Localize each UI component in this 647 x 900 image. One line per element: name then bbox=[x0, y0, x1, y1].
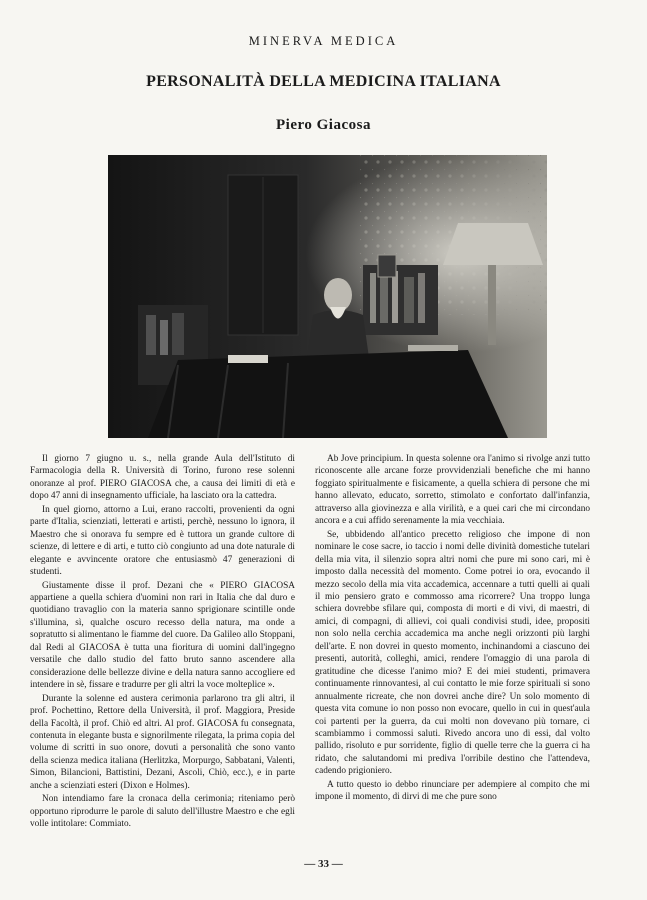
journal-header: MINERVA MEDICA bbox=[248, 34, 399, 48]
paragraph: Se, ubbidendo all'antico precetto religioso che impone di non nominare le cose sacre, io taccio i nomi delle divinità domestiche tutelari della mia vita, il silenzio sopra altri nomi che pure mi sono cari, mi è imposto dalla necessità del momento. Come potrei io ora, evocando il mezzo secolo della mia vita accademica, accennare a tutti quelli ai quali il mio pensiero grato e commosso ama ricorrere? Una troppo lunga schiera dovrebbe sfilare qui, composta di morti e di vivi, di maestri, di amici, di compagni, di allievi, coi quali condivisi studi, idee, propositi non solo nella cerchia accademica ma anche negli orizzonti più larghi dell'arte. E non dovrei in questo momento, inchinandomi a ciascuno dei presenti, autorità, colleghi, amici, rendere l'omaggio di una parola di gratitudine che dicesse l'animo mio? E dei miei studenti, primavera continuamente rinnovantesi, al cui contatto le mie forze spirituali si sono annualmente ricreate, che non dovrei anche dire? Un solo momento di questa vita comune io non posso non evocare, quello in cui in quest'aula coi partenti per la guerra, da cui molti non dovevano più tornare, ci scambiammo i commossi saluti. Rivedo ancora uno di essi, dal volto pallido, risoluto e pur sorridente, figlio di quelle terre che la guerra ci ha ridato, che salutandomi mi prediva l'orribile destino che l'attendeva, cadendo prigioniero. bbox=[315, 529, 590, 777]
paragraph: Giustamente disse il prof. Dezani che « PIERO GIACOSA appartiene a quella schiera d'uomini non rari in Italia che dal duro e quotidiano travaglio con la materia sanno sprigionare scintille onde s'illumina, sì, qualche oscuro recesso della natura, ma onde a sopratutto si alimentano le fiamme del cuore. Da Galileo allo Stoppani, dal Redi al GIACOSA è tutta una fioritura di uomini dall'ingegno versatile che dallo studio del fatto bruto sanno ascendere alla considerazione delle bellezze divine e della natura sanno accogliere ed intendere in sè, fissare e tradurre per gli altri la voce molteplice ». bbox=[30, 580, 295, 691]
paragraph: A tutto questo io debbo rinunciare per adempiere al compito che mi impone il momento, di dirvi di me che pure sono bbox=[315, 779, 590, 803]
paragraph: Non intendiamo fare la cronaca della cerimonia; riteniamo però opportuno riprodurre le parole di saluto dell'illustre Maestro e che egli volle intitolare: Commiato. bbox=[30, 794, 295, 830]
paragraph: In quel giorno, attorno a Lui, erano raccolti, provenienti da ogni parte d'Italia, scienziati, letterati e artisti, perchè, nessuno lo ignora, il Maestro che si onorava fu sempre ed è tuttora un grande cultore di scienze, di lettere e di arti, e tutto ciò congiunto ad una dote naturale di elegante e avvincente oratore che entusiasmò 47 generazioni di studenti. bbox=[30, 504, 295, 578]
article-title: Piero Giacosa bbox=[276, 117, 371, 133]
paragraph: Il giorno 7 giugno u. s., nella grande Aula dell'Istituto di Farmacologia della R. Università di Torino, furono rese solenni onoranze al prof. PIERO GIACOSA che, a causa dei limiti di età e dopo 47 anni di insegnamento ufficiale, ha lasciato ora la cattedra. bbox=[30, 454, 295, 502]
paragraph: Ab Jove principium. In questa solenne ora l'animo si rivolge anzi tutto riconoscente alle arcane forze provvidenziali benefiche che mi hanno foggiato spiritualmente e fisicamente, a quella schiera di persone che mi hanno allevato, educato, sorretto, stimolato e confortato dall'infanzia, attraverso alla giovinezza e alla virilità, e a quei cari che mi circondano ancora e a cui affido serenamente la mia vecchiaia. bbox=[315, 454, 590, 527]
paragraph: Durante la solenne ed austera cerimonia parlarono tra gli altri, il prof. Pochettino, Rettore della Università, il prof. Maggiora, Preside della Facoltà, il prof. Chiò ed altri. Al prof. GIACOSA fu consegnata, contenuta in elegante busta e signorilmente rilegata, la prima copia del volume di scritti in suo onore, dovuti a personalità che sono vanto della scienza medica italiana (Herlitzka, Morpurgo, Sabbatani, Valenti, Simon, Bilancioni, Battistini, Dezani, Ascoli, Chiò, ecc.), e in parte anche a scienziati esteri (Dixon e Holmes). bbox=[30, 693, 295, 791]
article-right-column bbox=[315, 453, 590, 804]
article-left-column bbox=[30, 453, 295, 831]
page-number: — 33 — bbox=[304, 858, 343, 870]
section-title: PERSONALITÀ DELLA MEDICINA ITALIANA bbox=[146, 73, 501, 90]
portrait-photograph bbox=[108, 155, 547, 438]
